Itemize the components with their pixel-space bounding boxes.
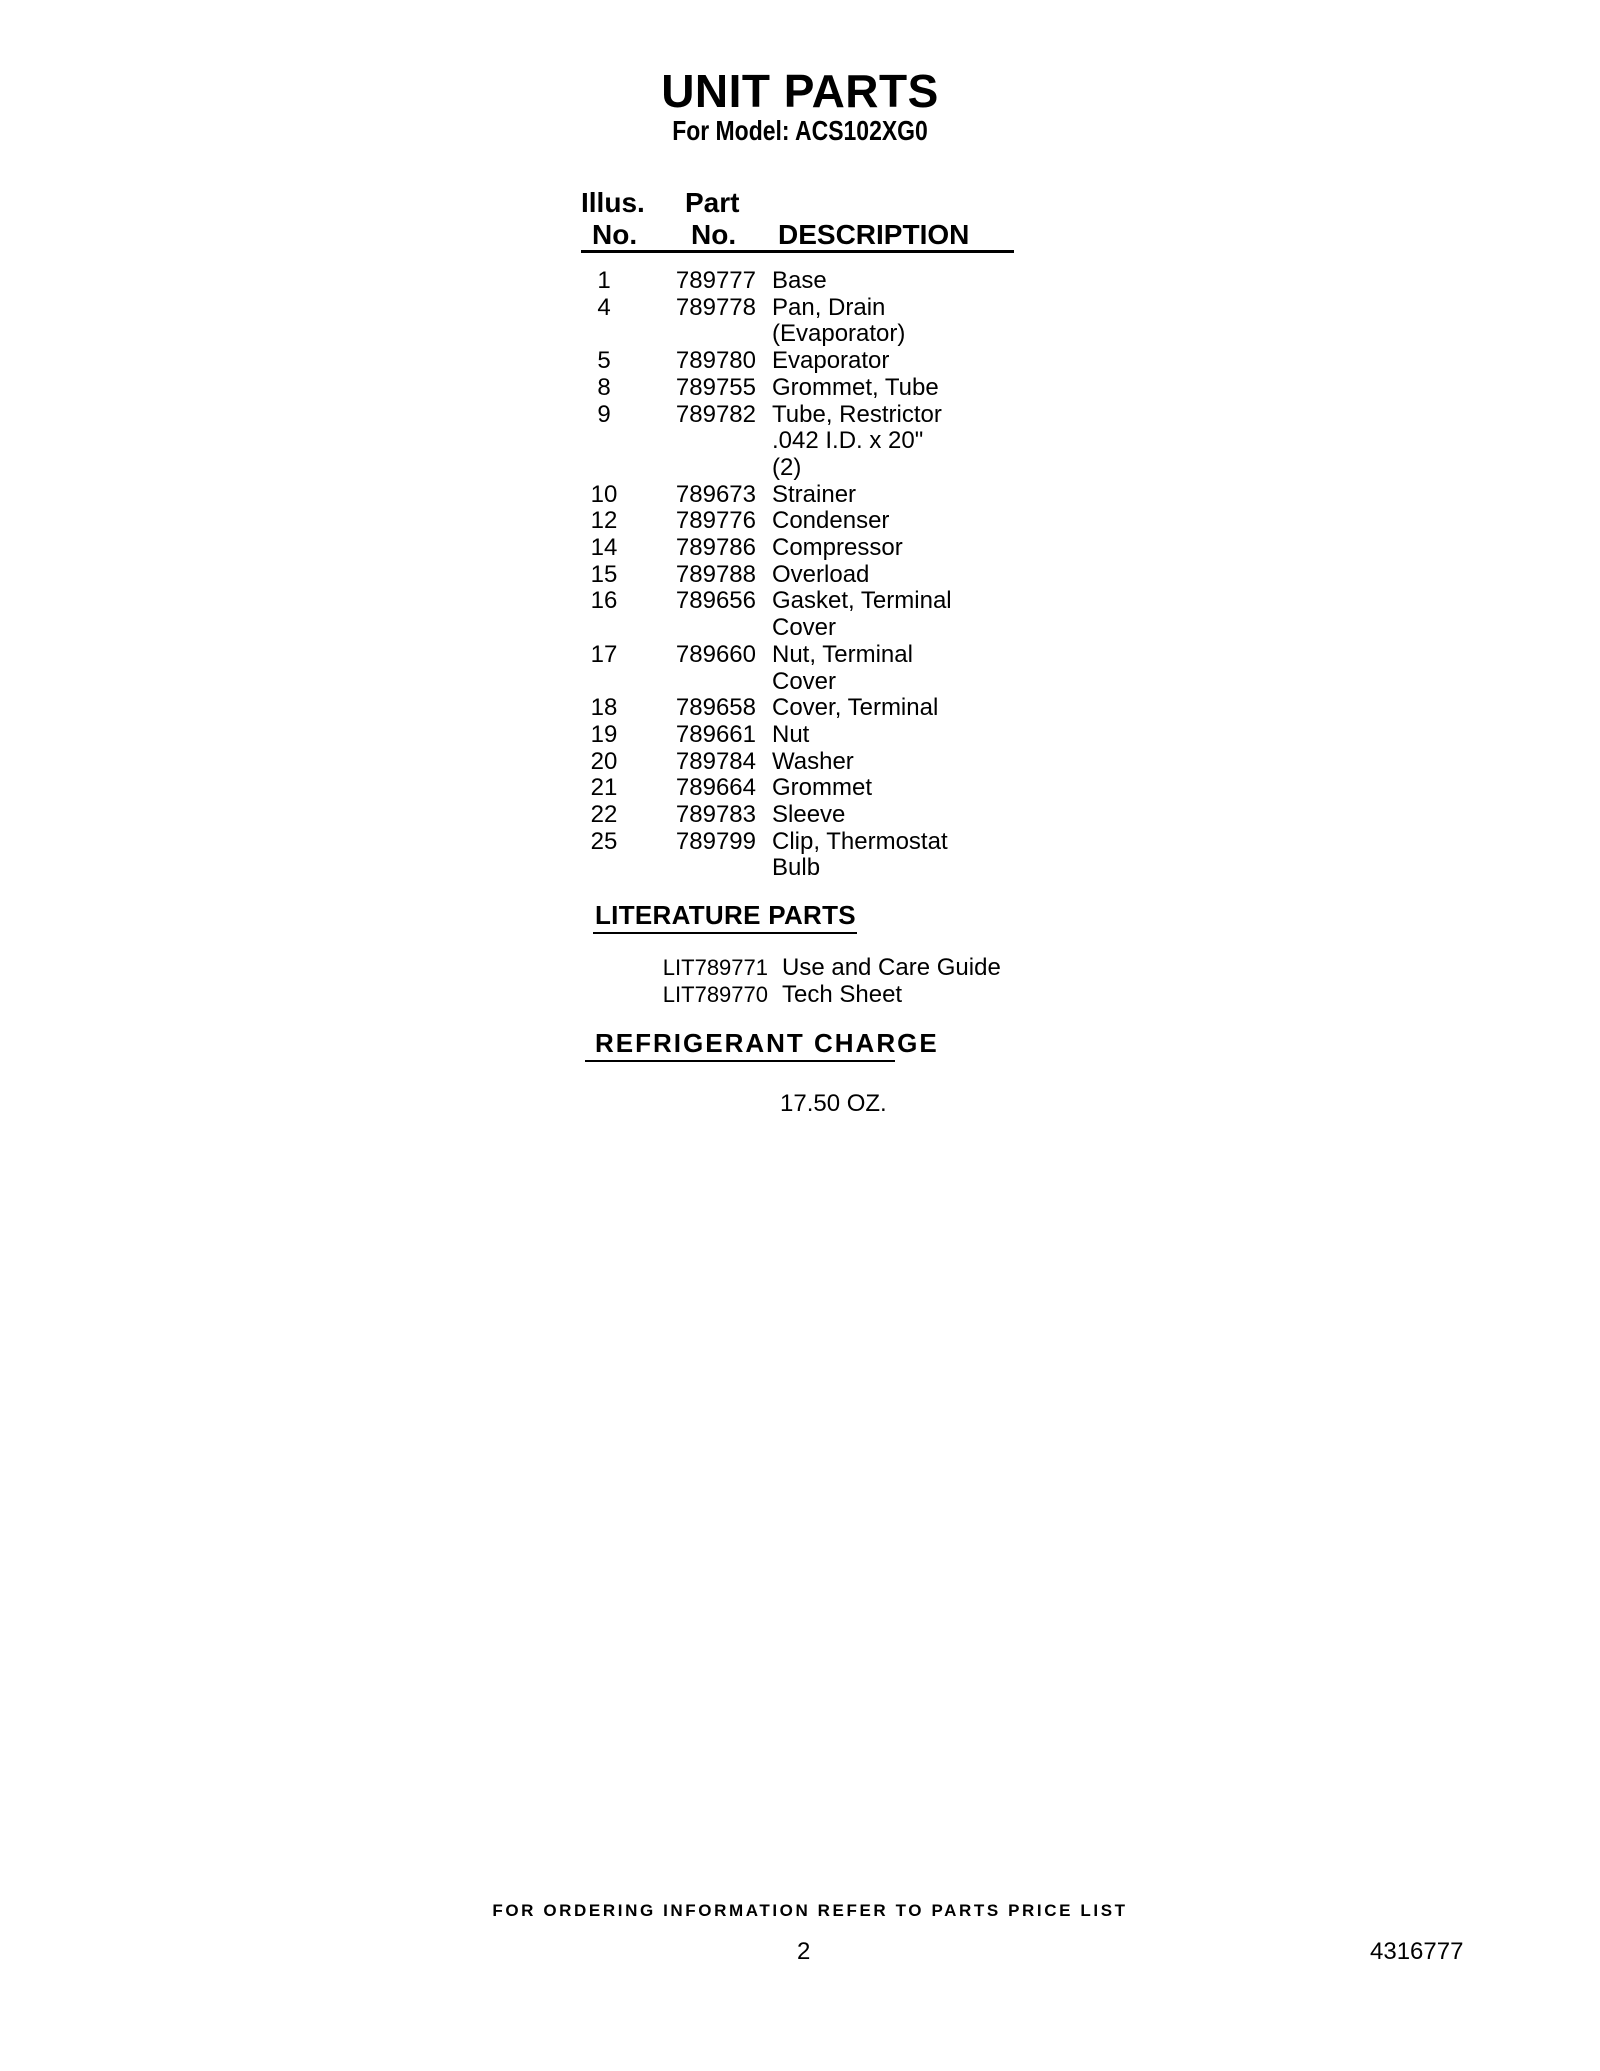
illus-no (560, 669, 648, 696)
literature-underline (593, 932, 857, 934)
part-description: Evaporator (772, 347, 890, 375)
part-description: .042 I.D. x 20" (772, 427, 924, 455)
part-no: 789784 (675, 747, 756, 775)
illus-no (560, 428, 648, 455)
illus-no: 21 (590, 774, 618, 802)
refrigerant-heading: REFRIGERANT CHARGE (595, 1028, 939, 1058)
part-no: 789780 (675, 347, 756, 375)
literature-description: Use and Care Guide (782, 954, 1001, 981)
part-description: Grommet, Tube (772, 373, 939, 401)
part-description: Cover (772, 614, 837, 642)
illus-no: 4 (597, 293, 611, 321)
part-description: Bulb (772, 854, 821, 882)
table-row (560, 615, 1160, 642)
part-no: 789661 (675, 720, 756, 748)
part-no: 789783 (675, 801, 756, 829)
part-no (648, 669, 756, 696)
illus-no: 9 (597, 400, 611, 428)
illus-no: 5 (597, 347, 611, 375)
part-description: Tube, Restrictor (772, 400, 942, 428)
part-description: Condenser (772, 507, 890, 535)
part-no: 789656 (675, 587, 756, 615)
table-row (560, 348, 1160, 375)
literature-list (600, 955, 1001, 1008)
illus-header-bottom: No. (592, 219, 638, 250)
part-description: Pan, Drain (772, 293, 886, 321)
part-no (648, 855, 756, 882)
part-no: 789673 (675, 480, 756, 508)
part-description: Base (772, 267, 827, 294)
table-row (560, 722, 1160, 749)
literature-part-no: LIT789770 (662, 981, 768, 1007)
ordering-note: FOR ORDERING INFORMATION REFER TO PARTS PRICE LIST (492, 1901, 1128, 1920)
part-description: (2) (772, 453, 802, 481)
document-number: 4316777 (1370, 1938, 1464, 1965)
table-row (560, 428, 1160, 455)
table-row (560, 562, 1160, 589)
illus-no: 25 (590, 827, 618, 855)
table-row (560, 268, 1160, 295)
part-no: 789776 (675, 507, 756, 535)
table-row (560, 775, 1160, 802)
illus-no: 19 (590, 720, 618, 748)
part-header-top: Part (685, 187, 740, 218)
refrigerant-underline (585, 1060, 895, 1062)
part-description: Compressor (772, 534, 903, 562)
table-row (560, 455, 1160, 482)
part-no (648, 428, 756, 455)
illus-no: 12 (590, 507, 618, 535)
part-description: Strainer (772, 480, 857, 508)
literature-description: Tech Sheet (782, 980, 903, 1008)
table-row (560, 535, 1160, 562)
table-row (560, 802, 1160, 829)
table-row (560, 321, 1160, 348)
illus-no (560, 855, 648, 882)
table-row (560, 669, 1160, 696)
part-no: 789755 (675, 373, 756, 401)
illus-no: 17 (590, 640, 618, 668)
literature-heading: LITERATURE PARTS (595, 900, 856, 930)
part-no: 789658 (675, 694, 756, 722)
part-description: Cover, Terminal (772, 694, 939, 722)
header-divider (581, 250, 1014, 253)
part-description: Gasket, Terminal (772, 587, 952, 615)
table-row (560, 749, 1160, 776)
part-no (648, 455, 756, 482)
illus-no: 22 (590, 801, 618, 829)
part-header-bottom: No. (691, 219, 737, 250)
part-no: 789799 (675, 827, 756, 855)
table-row (560, 508, 1160, 535)
part-no: 789778 (675, 293, 756, 321)
illus-no (560, 455, 648, 482)
part-no (648, 321, 756, 348)
model-subtitle: For Model: ACS102XG0 (672, 115, 928, 146)
part-no: 789777 (675, 267, 756, 294)
table-row (560, 855, 1160, 882)
parts-table (560, 268, 1160, 882)
illus-no: 14 (590, 534, 618, 562)
part-description: Overload (772, 560, 870, 588)
table-row (560, 695, 1160, 722)
part-description: Washer (772, 747, 854, 775)
part-no: 789660 (675, 640, 756, 668)
illus-no: 10 (590, 480, 618, 508)
table-row (560, 829, 1160, 856)
part-no: 789782 (675, 400, 756, 428)
part-description: Cover (772, 667, 837, 695)
refrigerant-charge-value: 17.50 OZ. (780, 1090, 887, 1117)
illus-no (560, 615, 648, 642)
page-title: UNIT PARTS (661, 65, 939, 117)
illus-no: 18 (590, 694, 618, 722)
table-row (560, 295, 1160, 322)
table-row (560, 482, 1160, 509)
table-row (560, 402, 1160, 429)
part-no: 789788 (675, 560, 756, 588)
illus-no: 1 (597, 267, 611, 294)
illus-no: 16 (590, 587, 618, 615)
illus-no: 20 (590, 747, 618, 775)
illus-no: 8 (597, 373, 611, 401)
part-description: Nut (772, 720, 810, 748)
part-description: (Evaporator) (772, 320, 906, 348)
literature-part-no: LIT789771 (662, 955, 768, 980)
part-description: Grommet (772, 774, 873, 802)
part-no: 789786 (675, 534, 756, 562)
table-row (560, 642, 1160, 669)
table-row (560, 375, 1160, 402)
description-header: DESCRIPTION (778, 219, 970, 250)
part-description: Clip, Thermostat (772, 827, 948, 855)
table-row (560, 588, 1160, 615)
illus-header-top: Illus. (581, 187, 645, 218)
part-description: Sleeve (772, 801, 846, 829)
part-no: 789664 (675, 774, 756, 802)
part-no (648, 615, 756, 642)
illus-no: 15 (590, 560, 618, 588)
literature-row (600, 955, 1001, 982)
literature-row (600, 982, 1001, 1009)
page-number: 2 (797, 1938, 811, 1965)
illus-no (560, 321, 648, 348)
part-description: Nut, Terminal (772, 640, 913, 668)
